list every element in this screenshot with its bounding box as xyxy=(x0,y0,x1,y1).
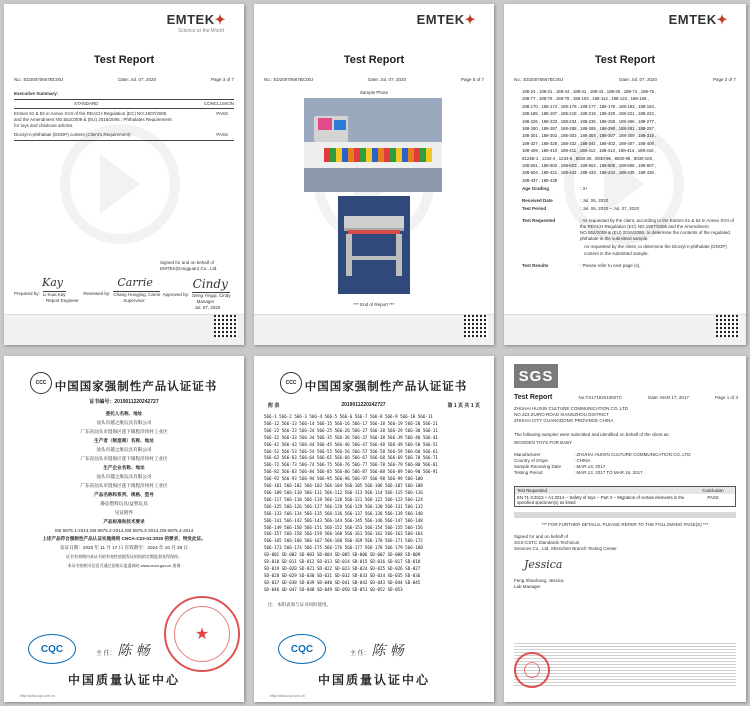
model-list-line: 566-101 566-102 566-103 566-104 566-105 566-106 566-107 566-108 xyxy=(264,483,423,489)
product-code-line: 188-301 , 188-302 , 188-303 , 188-304 , 188-307 , 188-309 , 188-315 , xyxy=(522,133,657,139)
report-meta xyxy=(14,77,234,82)
sgs-grey-band xyxy=(514,512,736,518)
product-code-line: 188-280 , 188-287 , 188-288 , 188-289 , 188-290 , 188-291 , 188-297 , xyxy=(522,126,657,132)
model-list-line: 566-82 566-83 566-84 566-85 566-86 566-87 566-88 566-89 566-90 566-91 xyxy=(264,469,438,475)
approved-by: Cindy Approved by: Deng Yingqi, Cindy Manager Jul. 07, 2020 xyxy=(163,276,234,311)
model-list-line: SD-001 SD-002 SD-003 SD-004 SD-005 SD-006 SD-007 SD-008 SD-009 xyxy=(264,552,421,558)
col-standard: STANDARD xyxy=(74,101,99,106)
product-code-line: 188-437 , 188-438 xyxy=(522,177,558,183)
executive-summary-label: Executive Summary: xyxy=(14,91,59,96)
test-report-page-2 xyxy=(504,4,746,345)
model-list-line: 566-22 566-23 566-24 566-25 566-26 566-27 566-28 566-29 566-30 566-31 xyxy=(264,427,438,433)
certificate-body: 委托人名称、地址 汕头市越之航玩具有限公司 广东省汕头市澄海区莲下镇程洋冈村工业区 生产者（制造商）名称、地址 汕头市越之航玩具有限公司 广东省汕头市澄海区莲下镇程洋冈村工业区 生产企业名称、地址 汕头市越之航玩具有限公司 广东省汕头市澄海区莲下镇程洋冈村工业区 产品名称和系列、规格、型号 静态塑料玩具/益智玩具 见证附件 产品标准和技术要求 GB 6675.1-2014,GB 6675.2-2014,GB 6675.3-2014,GB 6675.4-2014 上述产品符合强制性产品认证实施规则 CNCA-C22-01:2020 的要求，特发此证。 发证日期：2020 年 11 月 17 日 有效期至：2024 年 10 月 29 日 证书有效期内本证书的有效性依据发证机构的定期监督获得保持。 本证书的相关信息可通过国家认监委网站 www.cnca.gov.cn 查询 xyxy=(42,411,206,568)
watermark-icon xyxy=(60,124,180,244)
model-list xyxy=(264,414,488,594)
reviewed-by: Carrie Reviewed by: Chang Hongjing, Carrie Supervisor xyxy=(83,276,162,311)
submitted-statement: The following samples were submitted and identified on behalf of the client as: xyxy=(514,432,670,437)
model-list-line: 566-149 566-150 566-151 566-152 566-153 566-154 566-155 566-156 xyxy=(264,524,423,530)
product-code-line: 188-327 , 188-328 , 188-332 , 188-341 , 188-402 , 188-407 , 188-408 , xyxy=(522,140,657,146)
model-list-line: 566-52 566-53 566-54 566-55 566-56 566-57 566-58 566-59 566-60 566-61 xyxy=(264,448,438,454)
product-code-line: 188-226 , 188-233 , 188-234 , 188-236 , 188-258 , 188-266 , 188-277 , xyxy=(522,118,657,124)
model-list-line: 566-125 566-126 566-127 566-128 566-129 566-130 566-131 566-132 xyxy=(264,503,423,509)
model-list-line: 566-1 566-2 566-3 566-4 566-5 566-6 566-7 566-8 566-9 566-10 566-11 xyxy=(264,414,433,419)
col-conclusion: Conclusion xyxy=(702,488,724,493)
model-list-line: 566-173 566-174 566-175 566-176 566-177 566-178 566-179 566-180 xyxy=(264,545,423,551)
model-list-line: 566-157 566-158 566-159 566-160 566-161 566-162 566-163 566-164 xyxy=(264,531,423,537)
sgs-signatory: Feng Shaohong, Jessica Lab Manager xyxy=(514,578,564,590)
sgs-signed-for: Signed for and on behalf of SGS-CSTC Standards Technical Services Co., Ltd. Shenzhen Branch Testing Center xyxy=(514,534,617,552)
further-details: *** FOR FURTHER DETAILS, PLEASE REFER TO THE FOLLOWING PAGE(S) *** xyxy=(541,522,709,527)
ccc-logo-icon: CCC xyxy=(280,372,302,394)
signatures xyxy=(14,276,234,311)
model-list-line: 566-42 566-43 566-44 566-45 566-46 566-47 566-48 566-49 566-50 566-51 xyxy=(264,441,438,447)
certificate-title: 中国国家强制性产品认证证书 xyxy=(304,381,468,393)
issuing-organization: 中国质量认证中心 xyxy=(317,673,430,687)
test-report-page-3 xyxy=(4,4,244,345)
report-page: Page 3 of 7 xyxy=(210,77,234,82)
certificate-title: 中国国家强制性产品认证证书 xyxy=(54,381,218,393)
end-of-report: *** End of Report *** xyxy=(353,302,395,307)
prepared-signature: Kay xyxy=(42,276,63,289)
report-title: Test Report xyxy=(93,54,155,66)
summary-row-1: Entries 51 & 52 in Annex XVII of the REACH Regulation (EC) NO.1907/2006 and the Amendment NO.552/2009 & (EU) 2016/2095 ; Phthalates Requirement for toys and childcare articles. xyxy=(14,111,172,129)
product-code-line: 188-409 , 188-410 , 188-411 , 188-412 , 188-413 , 188-414 , 188-416 , xyxy=(522,148,656,154)
product-code-line: 188-601 , 188-602 , 188-603 , 188-604 , 188-605 , 188-606 , 188-607 , xyxy=(522,163,657,169)
director-signature: 主 任： 陈 畅 xyxy=(96,643,150,659)
cqc-logo-icon: CQC xyxy=(278,634,326,664)
certificate-number: 证书编号：2019011220242727 xyxy=(89,399,159,405)
model-list-line: SD-037 SD-038 SD-039 SD-040 SD-041 SD-042 SD-043 SD-044 SD-045 xyxy=(264,579,421,585)
sgs-result-table xyxy=(514,486,736,507)
report-meta: No.: ED20070667BC00J Date: Jul. 07, 2020 Page 5 of 7 xyxy=(264,77,484,82)
ccc-logo-icon: CCC xyxy=(30,372,52,394)
model-list-line: SD-046 SD-047 SD-048 SD-049 SD-050 SD-051 SD-052 SD-053 xyxy=(264,586,403,592)
report-date: Date: Jul. 07, 2020 xyxy=(118,77,157,82)
report-meta: No.: ED20070667BC00J Date: Jul. 07, 2020 Page 2 of 7 xyxy=(514,77,736,82)
model-list-line: 566-92 566-93 566-94 566-95 566-96 566-97 566-98 566-99 566-100 xyxy=(264,476,423,482)
model-list-line: 566-72 566-73 566-74 566-75 566-76 566-77 566-78 566-79 566-80 566-81 xyxy=(264,462,438,468)
report-title: Test Report xyxy=(594,54,656,66)
emtek-logo: EMTEK✦ xyxy=(668,12,728,27)
footer-strip xyxy=(504,314,746,345)
brand-tagline: Science to the World xyxy=(177,28,224,34)
sgs-signature: Jessica xyxy=(524,558,563,571)
sgs-logo: SGS xyxy=(514,364,558,388)
sample-photo-label: Sample Photo xyxy=(359,90,389,95)
model-list-line: SD-010 SD-011 SD-012 SD-013 SD-014 SD-015 SD-016 SD-017 SD-018 xyxy=(264,559,421,565)
summary-row-2-result: PASS xyxy=(216,132,228,138)
report-fields: Age Grading : 3+ Received Date : Jul. 06, 2020 Test Period : Jul. 06, 2020 ~ Jul. 07, 2020 Test Requested : As requested by the client, according to the Entries 51 & 52 in Annex XVII of the REACH Regulation (EC) NO.1907/2006 and the Amendment NO.552/2009 & (EU) 2016/2095, to determine the contents of the regulated phthalate in the submitted sample. As requested by the client, to determine the Dioctyl-n-phthalate (DNOP) content in the submitted sample. Test Results : Please refer to next page (s). xyxy=(522,186,734,268)
reviewed-signature: Carrie xyxy=(117,276,153,289)
col-conclusion: CONCLUSION xyxy=(203,101,234,106)
ccc-certificate xyxy=(4,356,244,702)
signed-for: Signed for and on behalf of EMTEK(Dongguan) Co., Ltd. xyxy=(160,260,218,272)
product-code-line: 188-77 , 188-78 , 188-79 , 188-103 , 188-113 , 188-123 , 188-166 , xyxy=(522,96,649,102)
sgs-client-address: ZHUHAI HUIXIN CULTURE COMMUNICATION CO.,LTD NO.323 ZUIRO ROAD XIANGZHOU DISTRICT ZHUHAI CITY GUANGDONG PROVINCE CHINA xyxy=(514,406,629,424)
model-list-line: SD-019 SD-020 SD-021 SD-022 SD-023 SD-024 SD-025 SD-026 SD-027 xyxy=(264,565,421,571)
sgs-fields: Manufacturer : ZHUHAI HUIXIN CULTURE COMMUNICATION CO.,LTD Country of Origin : CHINA Sample Receiving Date : MAR.13, 2017 Testing Period : MAR.13, 2017 TO MAR.16, 2017 xyxy=(514,452,691,476)
product-name: WOODEN TOYS FOR BABY xyxy=(514,440,573,445)
attachment-note: 注：本附表须与证书同时使用。 xyxy=(268,601,331,607)
product-code-list xyxy=(522,88,738,184)
attachment-header: 附 表 2019011220242727 第 1 页 共 1 页 xyxy=(268,402,480,409)
issuing-organization: 中国质量认证中心 xyxy=(67,673,180,687)
model-list-line: 566-32 566-33 566-34 566-35 566-36 566-37 566-38 566-39 566-40 566-41 xyxy=(264,434,438,440)
product-code-line: 188-604 , 188-421 , 188-422 , 188-433 , 188-434 , 188-435 , 188-436 , xyxy=(522,170,657,176)
summary-row-2: Dioctyl-n-phthalate (DNOP) content (Client's Requirement) xyxy=(14,132,131,138)
test-requested-row: EN 71-3:2013 + A1:2014 -- Safety of toys -- Part 3 -- Migration of certain elements in the specified specimen(s) as listed xyxy=(517,495,685,505)
sample-photo-2 xyxy=(338,196,410,294)
report-number: No.: ED20070667BC00J xyxy=(14,77,64,82)
organization-url: http://www.cqc.com.cn xyxy=(270,694,305,698)
sgs-red-seal-icon xyxy=(514,652,550,688)
model-list-line: 566-117 566-118 566-119 566-120 566-121 566-122 566-123 566-124 xyxy=(264,496,423,502)
organization-url: http://www.cqc.com.cn xyxy=(20,694,55,698)
approved-signature: Cindy xyxy=(192,277,228,291)
qr-code-icon xyxy=(716,315,740,339)
test-conclusion: PASS xyxy=(707,495,719,500)
prepared-by: Kay Prepared by: Li Kuai,Kay Report Engineer xyxy=(14,276,83,311)
col-test-requested: Test Requested xyxy=(517,488,547,493)
model-list-line: 566-12 566-13 566-14 566-15 566-16 566-17 566-18 566-19 566-20 566-21 xyxy=(264,420,438,426)
summary-table xyxy=(14,99,234,141)
model-list-line: 566-141 566-142 566-143 566-144 566-145 566-146 566-147 566-148 xyxy=(264,517,423,523)
director-signature: 主 任： 陈 畅 xyxy=(350,643,404,659)
red-seal-icon: ★ xyxy=(164,596,240,672)
model-list-line: 566-109 566-110 566-111 566-112 566-113 566-114 566-115 566-116 xyxy=(264,489,423,495)
sgs-test-report xyxy=(504,356,746,702)
ccc-certificate-attachment xyxy=(254,356,494,702)
footer-strip xyxy=(254,314,494,345)
test-report-page-5 xyxy=(254,4,494,345)
model-list-line: SD-028 SD-029 SD-030 SD-031 SD-032 SD-033 SD-034 SD-035 SD-036 xyxy=(264,572,421,578)
product-code-line: 188-170 , 188-174 , 188-176 , 188-177 , 188-178 , 188-183 , 188-184 , xyxy=(522,103,657,109)
model-list-line: 566-62 566-63 566-64 566-65 566-66 566-67 566-68 566-69 566-70 566-71 xyxy=(264,455,438,461)
product-code-line: 188-185 , 188-187 , 188-218 , 188-219 , 188-220 , 188-221 , 188-222 , xyxy=(522,111,657,117)
report-title: Test Report xyxy=(343,54,405,66)
cqc-logo-icon: CQC xyxy=(28,634,76,664)
product-code-line: 188-23 , 188-31 , 188-34 , 188-41 , 188-43 , 188-46 , 188-74 , 188-76 , xyxy=(522,89,657,94)
emtek-logo: EMTEK✦ xyxy=(416,12,476,27)
product-code-line: 8124B-1 , 1234-4 , 1234-6 , 8020-26 , 8030-96 , 8030-98 , 8030-100 , xyxy=(522,155,655,161)
sgs-header: Test Report No.TS17102010607C Date: MAR.17, 2017 Page 1 of 3 xyxy=(514,394,738,401)
model-list-line: 566-133 566-134 566-135 566-136 566-137 566-138 566-139 566-140 xyxy=(264,510,423,516)
footer-strip xyxy=(4,314,244,345)
model-list-line: 566-165 566-166 566-167 566-168 566-169 566-170 566-171 566-172 xyxy=(264,538,423,544)
emtek-logo: EMTEK✦ xyxy=(166,12,226,27)
summary-row-1-result: PASS xyxy=(216,111,228,117)
sample-photo-1 xyxy=(304,98,442,192)
qr-code-icon xyxy=(214,315,238,339)
qr-code-icon xyxy=(464,315,488,339)
